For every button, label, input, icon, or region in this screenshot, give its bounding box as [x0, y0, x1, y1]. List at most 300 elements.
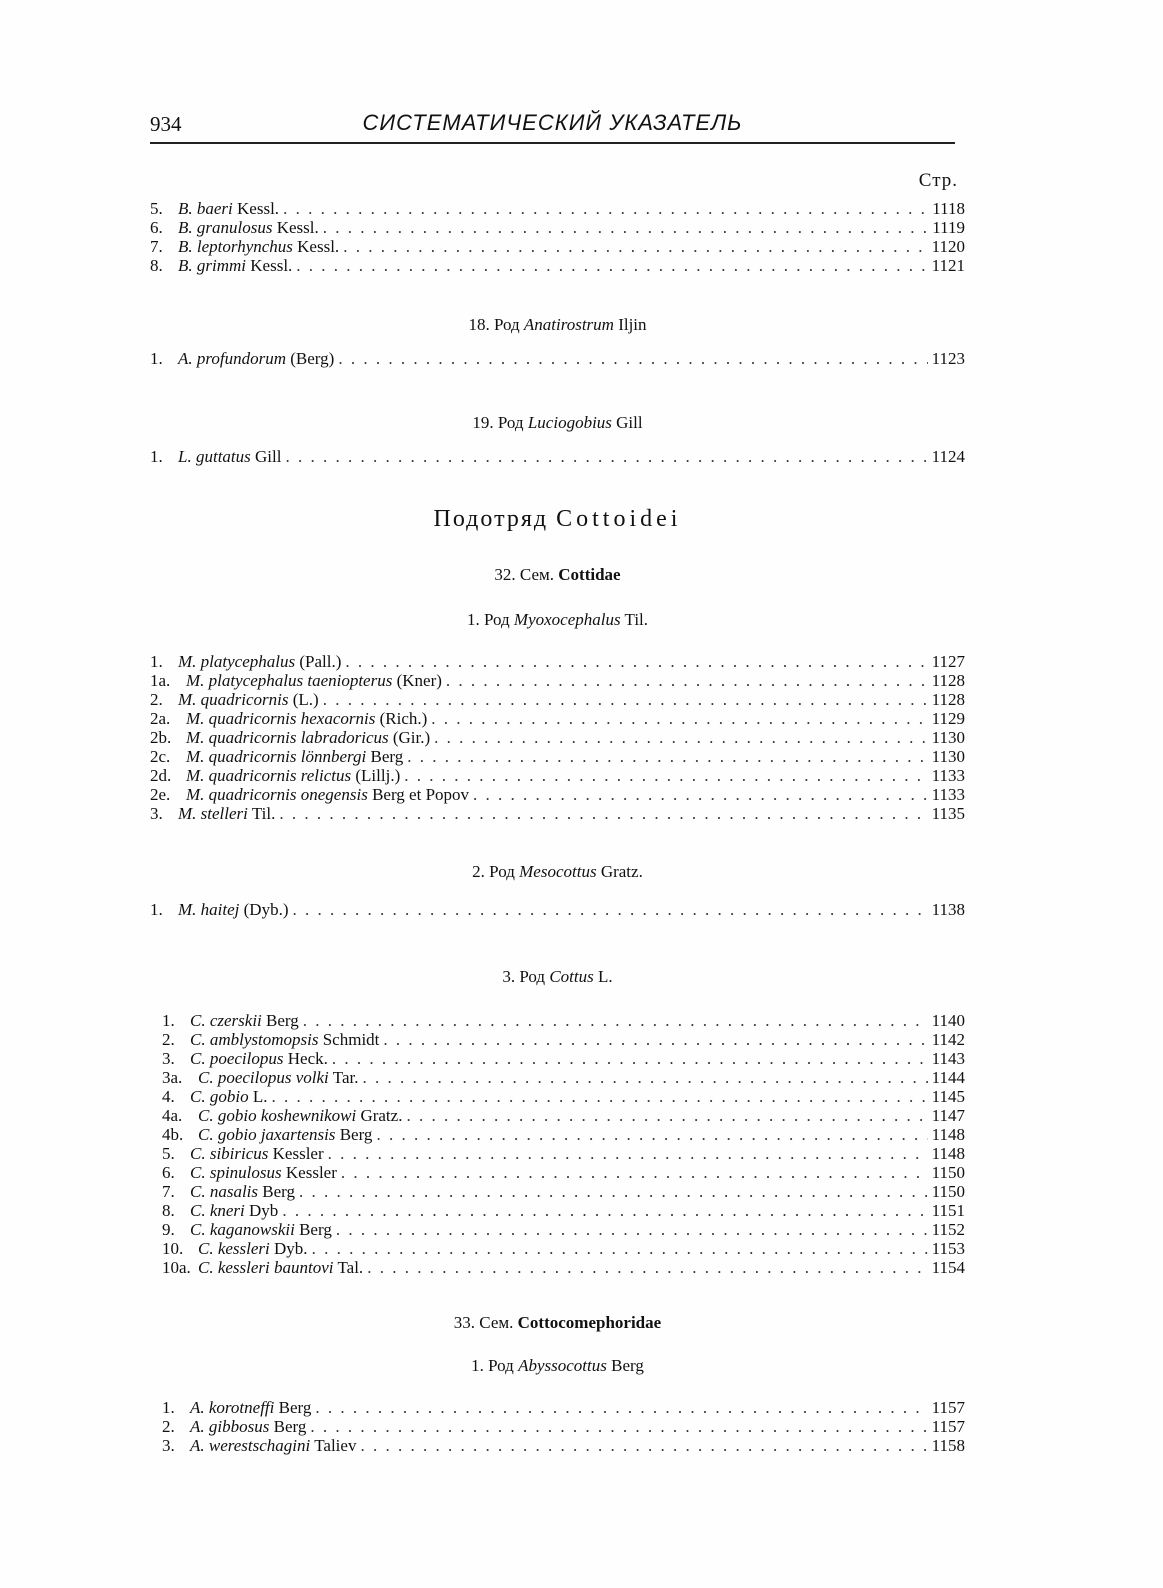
entry-author: Kessl. [237, 199, 280, 218]
running-title: СИСТЕМАТИЧЕСКИЙ УКАЗАТЕЛЬ [362, 110, 743, 135]
genus-heading-number: 19. [472, 413, 494, 432]
entry-genus: C. [198, 1106, 214, 1125]
index-entry [162, 1030, 965, 1049]
entry-number: 1. [162, 1011, 175, 1030]
family-heading [150, 563, 965, 587]
genus-heading-author: L. [597, 967, 613, 986]
index-entry [162, 1163, 965, 1182]
entry-taxon-name [178, 652, 345, 671]
entry-page-number: 1143 [931, 1049, 965, 1068]
entry-genus: M. [178, 804, 197, 823]
dot-leader [434, 728, 927, 747]
suborder-heading [150, 504, 965, 534]
index-entry [162, 1144, 965, 1163]
entry-author: Berg et Popov [372, 785, 470, 804]
family-sem-label: Сем. [479, 1313, 514, 1332]
dot-leader [293, 900, 928, 919]
entry-author: (Rich.) [379, 709, 428, 728]
index-entry [162, 1220, 965, 1239]
entry-genus: M. [186, 728, 205, 747]
entry-author: Gill [255, 447, 282, 466]
index-entry [162, 1417, 965, 1436]
entry-species: spinulosus [209, 1163, 282, 1182]
genus-heading-author: Til. [624, 610, 649, 629]
dot-leader [376, 1125, 927, 1144]
entry-page-number: 1130 [931, 747, 965, 766]
entry-author: Til. [251, 804, 276, 823]
entry-genus: B. [178, 218, 193, 237]
entry-taxon-name [178, 804, 279, 823]
entry-number: 2a. [150, 709, 171, 728]
index-entry [150, 652, 965, 671]
genus-heading [150, 1354, 965, 1378]
entry-number: 8. [162, 1201, 175, 1220]
page-column-label: Стр. [918, 170, 958, 191]
dot-leader [271, 1087, 927, 1106]
entry-number: 3. [162, 1436, 175, 1455]
entry-author: Berg [266, 1011, 299, 1030]
entry-genus: C. [190, 1182, 206, 1201]
index-entry [150, 709, 965, 728]
index-entry [162, 1182, 965, 1201]
dot-leader [299, 1182, 928, 1201]
dot-leader [404, 766, 927, 785]
genus-heading-rod: Род [488, 1356, 514, 1375]
genus-heading [150, 860, 965, 884]
entry-genus: B. [178, 256, 193, 275]
entry-genus: M. [186, 766, 205, 785]
index-entry [162, 1049, 965, 1068]
entry-number: 10. [162, 1239, 184, 1258]
entry-page-number: 1147 [931, 1106, 965, 1125]
entry-author: Berg [299, 1220, 332, 1239]
entry-genus: C. [190, 1201, 206, 1220]
entry-page-number: 1124 [931, 447, 965, 466]
entry-author: Berg [370, 747, 404, 766]
entry-page-number: 1133 [931, 785, 965, 804]
entry-number: 1. [150, 652, 163, 671]
family-name: Cottocomephoridae [517, 1313, 662, 1332]
entry-author: Gratz. [360, 1106, 403, 1125]
entry-author: Berg [262, 1182, 296, 1201]
index-entry [162, 1239, 965, 1258]
family-number: 33. [453, 1313, 476, 1332]
entry-author: Kessl. [250, 256, 293, 275]
entry-number: 3a. [162, 1068, 183, 1087]
genus-heading-name: Myoxocephalus [513, 610, 621, 629]
dot-leader [407, 747, 927, 766]
entry-species: platycephalus [200, 652, 296, 671]
entry-author: Schmidt [322, 1030, 380, 1049]
entry-taxon-name [186, 785, 473, 804]
entry-genus: C. [190, 1163, 206, 1182]
genus-heading-number: 3. [502, 967, 516, 986]
entry-page-number: 1123 [931, 349, 965, 368]
genus-section-luciogobius [150, 411, 965, 466]
entry-author: Berg [273, 1417, 307, 1436]
entry-author: Taliev [314, 1436, 357, 1455]
entry-species: kessleri [217, 1239, 270, 1258]
entry-species: kessleri bauntovi [217, 1258, 334, 1277]
index-entry [150, 218, 965, 237]
entry-genus: A. [190, 1398, 205, 1417]
entry-genus: M. [186, 747, 205, 766]
index-entry [162, 1068, 965, 1087]
entry-author: Dyb [249, 1201, 279, 1220]
entry-number: 2c. [150, 747, 171, 766]
entry-species: granulosus [196, 218, 273, 237]
genus-section-myoxocephalus [150, 608, 965, 823]
index-entry [150, 256, 965, 275]
genus-heading-author: Gill [616, 413, 643, 432]
entry-taxon-name [190, 1163, 341, 1182]
entry-list [150, 652, 965, 823]
entry-genus: M. [186, 671, 205, 690]
entry-taxon-name [178, 218, 323, 237]
entry-page-number: 1128 [931, 690, 965, 709]
entry-genus: M. [186, 709, 205, 728]
index-entry [150, 199, 965, 218]
suborder-heading-block [150, 504, 965, 534]
entry-species: leptorhynchus [196, 237, 293, 256]
entry-genus: C. [198, 1068, 214, 1087]
entry-taxon-name [178, 199, 283, 218]
entry-taxon-name [178, 256, 296, 275]
entry-page-number: 1119 [932, 218, 965, 237]
genus-section-cottus [150, 965, 965, 1277]
entry-number: 1a. [150, 671, 171, 690]
entry-genus: A. [190, 1436, 205, 1455]
entry-author: (Gir.) [392, 728, 431, 747]
dot-leader [312, 1239, 928, 1258]
entry-taxon-name [186, 766, 404, 785]
entry-taxon-name [190, 1398, 315, 1417]
entry-species: haitej [200, 900, 240, 919]
genus-heading [150, 608, 965, 632]
family-sem-label: Сем. [519, 565, 555, 584]
entry-number: 9. [162, 1220, 175, 1239]
entry-author: (Berg) [290, 349, 335, 368]
entry-genus: C. [190, 1049, 206, 1068]
entry-page-number: 1157 [931, 1398, 965, 1417]
genus-heading [150, 965, 965, 989]
entry-number: 8. [150, 256, 163, 275]
entry-number: 4a. [162, 1106, 183, 1125]
entry-number: 2. [162, 1030, 175, 1049]
entry-species: gibbosus [208, 1417, 270, 1436]
entry-taxon-name [190, 1144, 328, 1163]
entry-taxon-name [186, 728, 434, 747]
entry-page-number: 1153 [931, 1239, 965, 1258]
genus-heading-rod: Род [497, 413, 524, 432]
entry-list [150, 349, 965, 368]
entry-species: poecilopus [209, 1049, 284, 1068]
entry-number: 5. [162, 1144, 175, 1163]
genus-heading-name: Anatirostrum [523, 315, 614, 334]
entry-number: 1. [150, 349, 163, 368]
entry-author: Tar. [332, 1068, 359, 1087]
page-header [150, 108, 955, 148]
entry-species: amblystomopsis [209, 1030, 319, 1049]
entry-list [150, 1398, 965, 1455]
dot-leader [336, 1220, 928, 1239]
index-entry [162, 1201, 965, 1220]
genus-heading-number: 1. [466, 610, 480, 629]
entry-page-number: 1145 [931, 1087, 965, 1106]
entry-number: 6. [150, 218, 163, 237]
entry-author: (Dyb.) [243, 900, 289, 919]
entry-list [150, 447, 965, 466]
entry-genus: M. [186, 785, 205, 804]
entry-species: gobio jaxartensis [217, 1125, 336, 1144]
entry-page-number: 1150 [931, 1163, 965, 1182]
entry-taxon-name [178, 237, 343, 256]
entry-number: 1. [162, 1398, 175, 1417]
entry-list-b [150, 199, 965, 275]
entry-page-number: 1148 [931, 1125, 965, 1144]
entry-page-number: 1148 [931, 1144, 965, 1163]
dot-leader [431, 709, 927, 728]
entry-number: 2e. [150, 785, 171, 804]
index-entry [150, 690, 965, 709]
entry-genus: B. [178, 237, 193, 256]
entry-page-number: 1152 [931, 1220, 965, 1239]
index-entry [162, 1011, 965, 1030]
entry-species: quadricornis hexacornis [208, 709, 376, 728]
family-heading-cottidae-block [150, 563, 965, 587]
genus-heading [150, 313, 965, 337]
entry-taxon-name [198, 1239, 312, 1258]
index-entry [162, 1106, 965, 1125]
index-entry [150, 447, 965, 466]
entry-taxon-name [190, 1030, 383, 1049]
dot-leader [310, 1417, 927, 1436]
entry-page-number: 1154 [931, 1258, 965, 1277]
entry-number: 4. [162, 1087, 175, 1106]
suborder-name: Cottoidei [556, 506, 682, 532]
dot-leader [323, 690, 928, 709]
index-entry [150, 728, 965, 747]
genus-heading-number: 2. [472, 862, 485, 881]
entry-species: quadricornis labradoricus [208, 728, 389, 747]
entry-author: Dyb. [274, 1239, 308, 1258]
entry-author: Berg [339, 1125, 373, 1144]
entry-page-number: 1157 [931, 1417, 965, 1436]
dot-leader [315, 1398, 927, 1417]
entry-taxon-name [198, 1068, 362, 1087]
genus-section-anatirostrum [150, 313, 965, 368]
entry-page-number: 1128 [931, 671, 965, 690]
entry-page-number: 1138 [931, 900, 965, 919]
index-entry [150, 900, 965, 919]
dot-leader [360, 1436, 927, 1455]
entry-page-number: 1135 [931, 804, 965, 823]
genus-section-abyssocottus [150, 1354, 965, 1455]
family-number: 32. [494, 565, 516, 584]
entry-species: sibiricus [209, 1144, 269, 1163]
entry-taxon-name [198, 1125, 376, 1144]
genus-heading [150, 411, 965, 435]
entry-page-number: 1120 [931, 237, 965, 256]
entry-species: quadricornis relictus [208, 766, 352, 785]
index-entry [150, 766, 965, 785]
genus-heading-name: Cottus [549, 967, 594, 986]
dot-leader [296, 256, 927, 275]
entry-taxon-name [190, 1049, 332, 1068]
entry-species: poecilopus volki [217, 1068, 329, 1087]
entry-author: Heck. [287, 1049, 328, 1068]
entry-genus: A. [178, 349, 193, 368]
entry-list [150, 1011, 965, 1277]
entry-author: Kessl. [276, 218, 319, 237]
entry-species: profundorum [196, 349, 286, 368]
genus-section-mesocottus [150, 860, 965, 919]
entry-number: 2. [162, 1417, 175, 1436]
entry-taxon-name [190, 1201, 282, 1220]
entry-author: Kessl. [297, 237, 340, 256]
entry-taxon-name [186, 671, 446, 690]
entry-taxon-name [178, 447, 285, 466]
entry-species: platycephalus taeniopterus [208, 671, 393, 690]
family-name: Cottidae [558, 565, 621, 584]
dot-leader [406, 1106, 927, 1125]
dot-leader [383, 1030, 927, 1049]
entry-number: 7. [150, 237, 163, 256]
entry-page-number: 1133 [931, 766, 965, 785]
entry-page-number: 1140 [931, 1011, 965, 1030]
entry-taxon-name [198, 1106, 406, 1125]
entry-page-number: 1142 [931, 1030, 965, 1049]
index-entry [162, 1436, 965, 1455]
entry-genus: L. [178, 447, 192, 466]
dot-leader [446, 671, 928, 690]
entry-genus: M. [178, 652, 197, 671]
dot-leader [338, 349, 927, 368]
index-entry [150, 671, 965, 690]
entry-number: 7. [162, 1182, 175, 1201]
entry-taxon-name [190, 1436, 360, 1455]
entry-author: L. [252, 1087, 268, 1106]
entry-taxon-name [178, 690, 323, 709]
entry-species: gobio [209, 1087, 249, 1106]
entry-number: 2b. [150, 728, 172, 747]
genus-heading-author: Iljin [618, 315, 647, 334]
entry-species: quadricornis lönnbergi [208, 747, 367, 766]
genus-heading-number: 1. [471, 1356, 484, 1375]
entry-genus: C. [190, 1144, 206, 1163]
entry-species: grimmi [196, 256, 247, 275]
index-entry [150, 747, 965, 766]
entry-page-number: 1158 [931, 1436, 965, 1455]
entry-genus: M. [178, 690, 197, 709]
entry-number: 2d. [150, 766, 172, 785]
entry-taxon-name [186, 709, 431, 728]
dot-leader [285, 447, 927, 466]
entry-species: korotneffi [208, 1398, 275, 1417]
dot-leader [279, 804, 927, 823]
entry-genus: A. [190, 1417, 205, 1436]
entry-taxon-name [190, 1182, 299, 1201]
entry-species: kneri [209, 1201, 245, 1220]
page-number: 934 [150, 112, 182, 136]
entry-taxon-name [178, 900, 293, 919]
entry-number: 5. [150, 199, 163, 218]
entry-author: (Pall.) [299, 652, 342, 671]
index-entry [162, 1087, 965, 1106]
entry-species: guttatus [195, 447, 251, 466]
entry-page-number: 1130 [931, 728, 965, 747]
entry-list [150, 900, 965, 919]
index-entry [162, 1258, 965, 1277]
entry-species: kaganowskii [209, 1220, 295, 1239]
entry-author: Kessler [272, 1144, 324, 1163]
dot-leader [282, 1201, 927, 1220]
entry-genus: C. [190, 1011, 206, 1030]
entry-genus: C. [190, 1087, 206, 1106]
entry-page-number: 1150 [931, 1182, 965, 1201]
entry-author: (Lillj.) [355, 766, 401, 785]
entry-page-number: 1144 [931, 1068, 965, 1087]
entry-genus: C. [198, 1125, 214, 1144]
entry-author: Tal. [337, 1258, 364, 1277]
dot-leader [362, 1068, 927, 1087]
entry-taxon-name [178, 349, 338, 368]
dot-leader [332, 1049, 928, 1068]
entry-species: stelleri [200, 804, 248, 823]
entry-species: quadricornis [200, 690, 289, 709]
entry-author: (L.) [292, 690, 319, 709]
family-heading-cottocomephoridae-block [150, 1311, 965, 1335]
genus-heading-number: 18. [468, 315, 490, 334]
entry-page-number: 1121 [931, 256, 965, 275]
genus-heading-rod: Род [519, 967, 546, 986]
entry-genus: M. [178, 900, 197, 919]
entry-genus: C. [190, 1220, 206, 1239]
index-entry [150, 237, 965, 256]
entry-species: czerskii [209, 1011, 262, 1030]
entry-number: 3. [150, 804, 163, 823]
entry-genus: B. [178, 199, 193, 218]
dot-leader [343, 237, 927, 256]
entry-taxon-name [190, 1011, 303, 1030]
entry-genus: C. [198, 1239, 214, 1258]
entry-number: 4b. [162, 1125, 184, 1144]
dot-leader [303, 1011, 928, 1030]
family-heading [150, 1311, 965, 1335]
index-entry [150, 804, 965, 823]
entry-species: quadricornis onegensis [208, 785, 368, 804]
dot-leader [473, 785, 928, 804]
entry-species: nasalis [209, 1182, 259, 1201]
entry-number: 10a. [162, 1258, 191, 1277]
genus-heading-author: Gratz. [600, 862, 643, 881]
entry-number: 3. [162, 1049, 175, 1068]
entry-page-number: 1129 [931, 709, 965, 728]
genus-heading-name: Mesocottus [519, 862, 597, 881]
genus-heading-name: Abyssocottus [518, 1356, 607, 1375]
dot-leader [323, 218, 929, 237]
header-rule [150, 142, 955, 144]
entry-page-number: 1127 [931, 652, 965, 671]
entry-taxon-name [190, 1087, 271, 1106]
entry-number: 2. [150, 690, 163, 709]
dot-leader [341, 1163, 928, 1182]
genus-heading-name: Luciogobius [527, 413, 612, 432]
entry-number: 1. [150, 447, 163, 466]
index-entry [162, 1398, 965, 1417]
entry-taxon-name [190, 1417, 310, 1436]
index-entry [162, 1125, 965, 1144]
